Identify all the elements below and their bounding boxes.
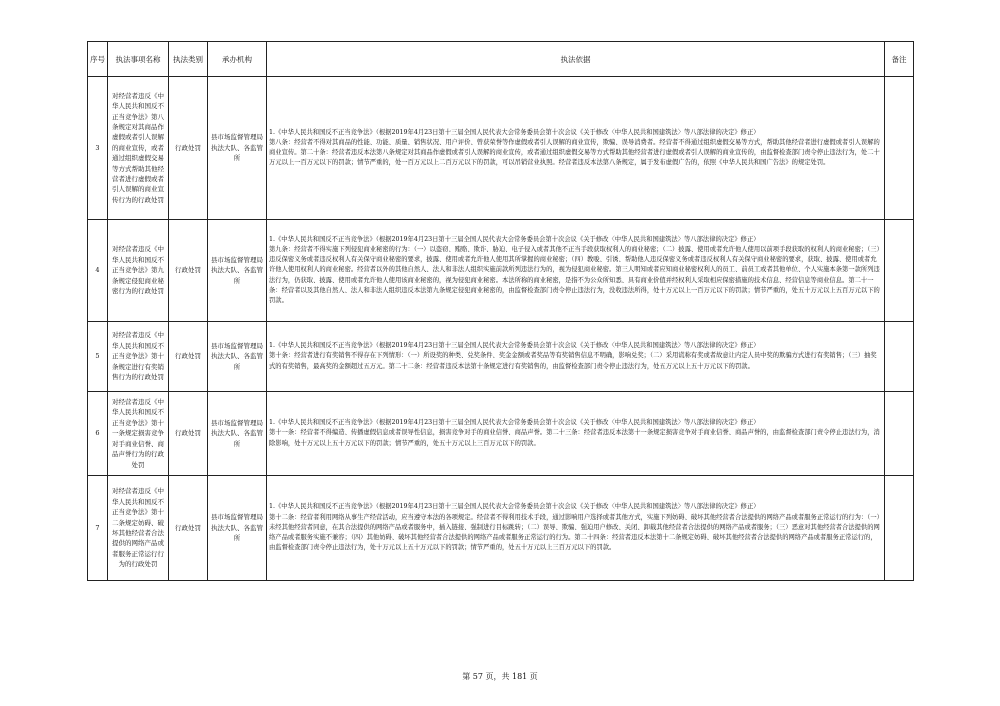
basis-text: 第八条：经营者不得对其商品的性能、功能、质量、销售状况、用户评价、曾获荣誉等作虚假或者引人误解的商业宣传，欺骗、误导消费者。经营者不得通过组织虚假交易等方式，帮助其他经营者进行虚假或者引人误解的商业宣传。第二十条：经营者违反本法第八条规定对其商品作虚假或者引人误解的商业宣传，或者通过组织虚假交易等方式帮助其他经营者进行虚假或者引人误解的商业宣传的，由监督检查部门责令停止违法行为，处二十万元以上一百万元以下的罚款；情节严重的，处一百万元以上二百万元以下的罚款，可以吊销营业执照。经营者违反本法第八条规定，属于发布虚假广告的，依照《中华人民共和国广告法》的规定处罚。	[269, 138, 880, 167]
header-no: 序号	[88, 42, 108, 77]
item-name: 对经营者违反《中华人民共和国反不正当竞争法》第八条规定对其商品作虚假或者引人误解的商业宣传，或者通过组织虚假交易等方式帮助其他经营者进行虚假或者引人误解的商业宣传行为的行政处罚	[108, 77, 169, 220]
row-number: 5	[88, 322, 108, 392]
organization: 县市场监督管理局执法大队、各监管所	[208, 392, 267, 476]
legal-basis	[267, 220, 885, 322]
item-name: 对经营者违反《中华人民共和国反不正当竞争法》第十二条规定妨碍、破坏其他经营者合法提供的网络产品或者服务正常运行行为的行政处罚	[108, 476, 169, 581]
basis-text: 第十二条：经营者利用网络从事生产经营活动，应当遵守本法的各项规定。经营者不得利用技术手段，通过影响用户选择或者其他方式，实施下列妨碍、破坏其他经营者合法提供的网络产品或者服务正常运行的行为：（一）未经其他经营者同意，在其合法提供的网络产品或者服务中，插入链接、强制进行目标跳转；（二）误导、欺骗、强迫用户修改、关闭、卸载其他经营者合法提供的网络产品或者服务；（三）恶意对其他经营者合法提供的网络产品或者服务实施不兼容；（四）其他妨碍、破坏其他经营者合法提供的网络产品或者服务正常运行的行为。第二十四条：经营者违反本法第十二条规定妨碍、破坏其他经营者合法提供的网络产品或者服务正常运行的，由监督检查部门责令停止违法行为，处十万元以上五十万元以下的罚款；情节严重的，处五十万元以上三百万元以下的罚款。	[269, 513, 880, 552]
enforcement-type: 行政处罚	[169, 476, 208, 581]
header-note: 备注	[885, 42, 914, 77]
row-number: 7	[88, 476, 108, 581]
basis-law-title: 1.《中华人民共和国反不正当竞争法》（根据2019年4月23日第十三届全国人民代表大会常务委员会第十次会议《关于修改〈中华人民共和国建筑法〉等八部法律的决定》修正）	[269, 128, 760, 136]
table-row	[88, 322, 914, 392]
basis-law-title: 1.《中华人民共和国反不正当竞争法》（根据2019年4月23日第十三届全国人民代表大会常务委员会第十次会议《关于修改〈中华人民共和国建筑法〉等八部法律的决定》修正）	[269, 235, 760, 243]
note	[885, 322, 914, 392]
organization: 县市场监督管理局执法大队、各监管所	[208, 476, 267, 581]
basis-text: 第九条：经营者不得实施下列侵犯商业秘密的行为：（一）以盗窃、贿赂、欺诈、胁迫、电子侵入或者其他不正当手段获取权利人的商业秘密；（二）披露、使用或者允许他人使用以前项手段获取的权利人的商业秘密；（三）违反保密义务或者违反权利人有关保守商业秘密的要求，披露、使用或者允许他人使用其所掌握的商业秘密；（四）教唆、引诱、帮助他人违反保密义务或者违反权利人有关保守商业秘密的要求，获取、披露、使用或者允许他人使用权利人的商业秘密。经营者以外的其他自然人、法人和非法人组织实施前款所列违法行为的，视为侵犯商业秘密。第三人明知或者应知商业秘密权利人的员工、前员工或者其他单位、个人实施本条第一款所列违法行为，仍获取、披露、使用或者允许他人使用该商业秘密的，视为侵犯商业秘密。本法所称的商业秘密，是指不为公众所知悉、具有商业价值并经权利人采取相应保密措施的技术信息、经营信息等商业信息。第二十一条：经营者以及其他自然人、法人和非法人组织违反本法第九条规定侵犯商业秘密的，由监督检查部门责令停止违法行为，没收违法所得，处十万元以上一百万元以下的罚款；情节严重的，处五十万元以上五百万元以下的罚款。	[269, 245, 880, 304]
enforcement-type: 行政处罚	[169, 322, 208, 392]
header-category: 执法类别	[169, 42, 208, 77]
note	[885, 476, 914, 581]
enforcement-type: 行政处罚	[169, 77, 208, 220]
basis-law-title: 1.《中华人民共和国反不正当竞争法》（根据2019年4月23日第十三届全国人民代表大会常务委员会第十次会议《关于修改〈中华人民共和国建筑法〉等八部法律的决定》修正）	[269, 419, 760, 427]
legal-basis	[267, 476, 885, 581]
row-number: 3	[88, 77, 108, 220]
header-organization: 承办机构	[208, 42, 267, 77]
table-row	[88, 220, 914, 322]
basis-text: 第十一条：经营者不得编造、传播虚假信息或者误导性信息，损害竞争对手的商业信誉、商品声誉。第二十三条：经营者违反本法第十一条规定损害竞争对手商业信誉、商品声誉的，由监督检查部门责令停止违法行为，消除影响，处十万元以上五十万元以下的罚款；情节严重的，处五十万元以上三百万元以下的罚款。	[269, 429, 880, 447]
note	[885, 392, 914, 476]
enforcement-type: 行政处罚	[169, 392, 208, 476]
basis-text: 第十条：经营者进行有奖销售不得存在下列情形：（一）所设奖的种类、兑奖条件、奖金金额或者奖品等有奖销售信息不明确，影响兑奖；（二）采用谎称有奖或者故意让内定人员中奖的欺骗方式进行有奖销售；（三）抽奖式的有奖销售，最高奖的金额超过五万元。第二十二条：经营者违反本法第十条规定进行有奖销售的，由监督检查部门责令停止违法行为，处五万元以上五十万元以下的罚款。	[269, 352, 877, 370]
legal-basis	[267, 392, 885, 476]
item-name: 对经营者违反《中华人民共和国反不正当竞争法》第十条规定进行有奖销售行为的行政处罚	[108, 322, 169, 392]
legal-basis	[267, 77, 885, 220]
note	[885, 77, 914, 220]
basis-law-title: 1.《中华人民共和国反不正当竞争法》（根据2019年4月23日第十三届全国人民代表大会常务委员会第十次会议《关于修改〈中华人民共和国建筑法〉等八部法律的决定》修正）	[269, 342, 760, 350]
table-row	[88, 392, 914, 476]
page-number: 第 57 页，共 181 页	[462, 672, 538, 681]
item-name: 对经营者违反《中华人民共和国反不正当竞争法》第九条规定侵犯商业秘密行为的行政处罚	[108, 220, 169, 322]
item-name: 对经营者违反《中华人民共和国反不正当竞争法》第十一条规定损害竞争对手商业信誉、商品声誉行为的行政处罚	[108, 392, 169, 476]
row-number: 4	[88, 220, 108, 322]
table-row	[88, 77, 914, 220]
header-item-name: 执法事项名称	[108, 42, 169, 77]
organization: 县市场监督管理局执法大队、各监管所	[208, 77, 267, 220]
enforcement-type: 行政处罚	[169, 220, 208, 322]
enforcement-table	[87, 41, 914, 581]
organization: 县市场监督管理局执法大队、各监管所	[208, 322, 267, 392]
legal-basis	[267, 322, 885, 392]
row-number: 6	[88, 392, 108, 476]
note	[885, 220, 914, 322]
table-header-row	[88, 42, 914, 77]
header-legal-basis: 执法依据	[267, 42, 885, 77]
table-row	[88, 476, 914, 581]
organization: 县市场监督管理局执法大队、各监管所	[208, 220, 267, 322]
basis-law-title: 1.《中华人民共和国反不正当竞争法》（根据2019年4月23日第十三届全国人民代表大会常务委员会第十次会议《关于修改〈中华人民共和国建筑法〉等八部法律的决定》修正）	[269, 503, 760, 511]
